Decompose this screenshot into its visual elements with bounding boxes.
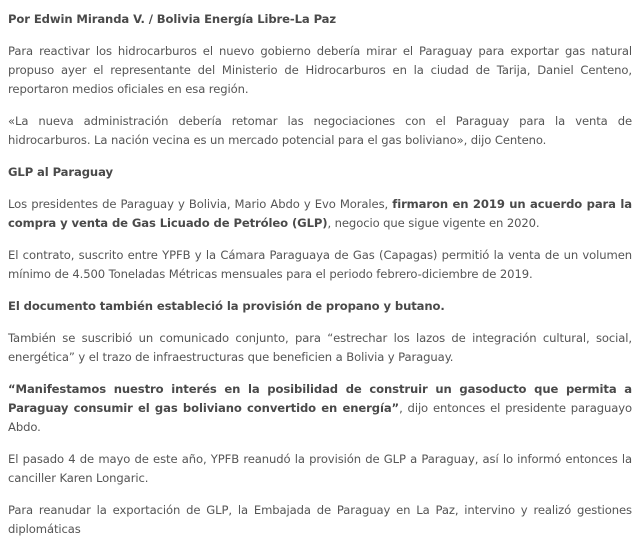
paragraph-8: El pasado 4 de mayo de este año, YPFB reanudó la provisión de GLP a Paraguay, así lo informó entonces la canciller Karen Longaric. xyxy=(8,452,632,485)
paragraph-7-tail: , dijo entonces el presidente paraguayo Abdo. xyxy=(8,401,632,434)
article-byline: Por Edwin Miranda V. / Bolivia Energía Libre-La Paz xyxy=(8,12,337,26)
paragraph-5-highlight: El documento también estableció la provisión de propano y butano. xyxy=(8,299,445,313)
paragraph-4: El contrato, suscrito entre YPFB y la Cámara Paraguaya de Gas (Capagas) permitió la venta de un volumen mínimo de 4.500 Toneladas Métricas mensuales para el periodo febrero-diciembre de 2019. xyxy=(8,248,632,281)
paragraph-3-lead: Los presidentes de Paraguay y Bolivia, Mario Abdo y Evo Morales, xyxy=(8,197,393,211)
paragraph-3 xyxy=(8,195,632,233)
paragraph-6: También se suscribió un comunicado conjunto, para “estrechar los lazos de integración cultural, social, energética” y el trazo de infraestructuras que beneficien a Bolivia y Paraguay. xyxy=(8,331,632,364)
paragraph-9: Para reanudar la exportación de GLP, la Embajada de Paraguay en La Paz, intervino y realizó gestiones diplomáticas xyxy=(8,503,632,536)
paragraph-1: Para reactivar los hidrocarburos el nuevo gobierno debería mirar el Paraguay para exportar gas natural propuso ayer el representante del Ministerio de Hidrocarburos en la ciudad de Tarija, Daniel Centeno, reportaron medios oficiales en esa región. xyxy=(8,44,632,96)
paragraph-2: «La nueva administración debería retomar las negociaciones con el Paraguay para la venta de hidrocarburos. La nación vecina es un mercado potencial para el gas boliviano», dijo Centeno. xyxy=(8,114,632,147)
paragraph-3-highlight: firmaron en 2019 un acuerdo para la compra y venta de Gas Licuado de Petróleo (GLP) xyxy=(8,197,632,230)
paragraph-7 xyxy=(8,380,632,437)
section-subheading: GLP al Paraguay xyxy=(8,165,113,179)
paragraph-3-tail: , negocio que sigue vigente en 2020. xyxy=(327,216,540,230)
paragraph-7-quote: “Manifestamos nuestro interés en la posibilidad de construir un gasoducto que permita a Paraguay consumir el gas boliviano convertido en energía” xyxy=(8,382,632,415)
